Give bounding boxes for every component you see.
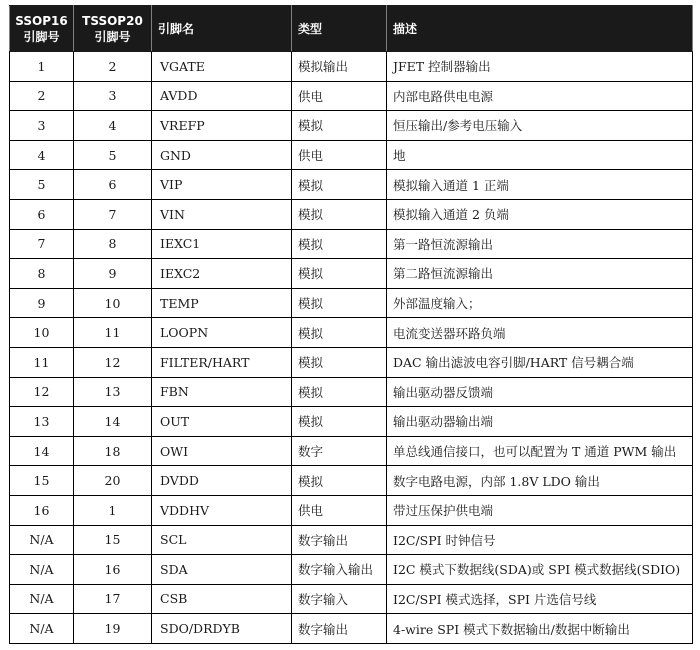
- cell-pin-name: OWI: [152, 436, 292, 466]
- cell-pin-name: VDDHV: [152, 495, 292, 525]
- cell-pin-description: DAC 输出滤波电容引脚/HART 信号耦合端: [387, 347, 693, 377]
- cell-pin-name: TEMP: [152, 288, 292, 318]
- cell-pin-description: 第一路恒流源输出: [387, 229, 693, 259]
- cell-ssop16-pin: 6: [10, 199, 74, 229]
- cell-pin-description: 电流变送器环路负端: [387, 318, 693, 348]
- cell-pin-name: OUT: [152, 407, 292, 437]
- table-row: [10, 525, 693, 555]
- cell-tssop20-pin: 18: [74, 436, 152, 466]
- cell-pin-description: 输出驱动器输出端: [387, 407, 693, 437]
- table-row: [10, 318, 693, 348]
- header-type: 类型: [292, 6, 387, 52]
- cell-pin-description: 输出驱动器反馈端: [387, 377, 693, 407]
- header-tssop20-line2: 引脚号: [94, 29, 131, 44]
- cell-pin-description: 恒压输出/参考电压输入: [387, 111, 693, 141]
- cell-tssop20-pin: 19: [74, 614, 152, 644]
- cell-ssop16-pin: 3: [10, 111, 74, 141]
- cell-pin-type: 数字输出: [292, 525, 387, 555]
- cell-ssop16-pin: 14: [10, 436, 74, 466]
- cell-pin-type: 模拟: [292, 199, 387, 229]
- header-tssop20-line1: TSSOP20: [82, 13, 143, 28]
- cell-ssop16-pin: N/A: [10, 584, 74, 614]
- cell-pin-type: 数字输入: [292, 584, 387, 614]
- table-row: [10, 229, 693, 259]
- cell-tssop20-pin: 16: [74, 555, 152, 585]
- cell-ssop16-pin: N/A: [10, 525, 74, 555]
- cell-pin-description: 单总线通信接口，也可以配置为 T 通道 PWM 输出: [387, 436, 693, 466]
- cell-pin-name: SDA: [152, 555, 292, 585]
- table-row: [10, 259, 693, 289]
- cell-tssop20-pin: 9: [74, 259, 152, 289]
- cell-pin-description: I2C/SPI 时钟信号: [387, 525, 693, 555]
- table-row: [10, 584, 693, 614]
- cell-pin-description: 第二路恒流源输出: [387, 259, 693, 289]
- header-ssop16-line1: SSOP16: [15, 13, 68, 28]
- table-row: [10, 199, 693, 229]
- header-description: 描述: [387, 6, 693, 52]
- cell-pin-type: 供电: [292, 140, 387, 170]
- cell-tssop20-pin: 17: [74, 584, 152, 614]
- cell-ssop16-pin: 5: [10, 170, 74, 200]
- cell-ssop16-pin: 16: [10, 495, 74, 525]
- cell-tssop20-pin: 12: [74, 347, 152, 377]
- cell-pin-name: VREFP: [152, 111, 292, 141]
- cell-pin-name: AVDD: [152, 81, 292, 111]
- cell-tssop20-pin: 2: [74, 52, 152, 82]
- cell-pin-name: VGATE: [152, 52, 292, 82]
- cell-pin-description: 模拟输入通道 1 正端: [387, 170, 693, 200]
- cell-pin-description: 地: [387, 140, 693, 170]
- cell-pin-name: LOOPN: [152, 318, 292, 348]
- cell-ssop16-pin: 7: [10, 229, 74, 259]
- cell-ssop16-pin: N/A: [10, 555, 74, 585]
- header-ssop16-line2: 引脚号: [23, 29, 60, 44]
- pin-table: [9, 5, 693, 644]
- cell-pin-name: SDO/DRDYB: [152, 614, 292, 644]
- cell-pin-type: 模拟输出: [292, 52, 387, 82]
- cell-ssop16-pin: 1: [10, 52, 74, 82]
- cell-tssop20-pin: 14: [74, 407, 152, 437]
- table-row: [10, 81, 693, 111]
- cell-pin-description: 内部电路供电电源: [387, 81, 693, 111]
- header-tssop20: [74, 6, 152, 52]
- cell-pin-type: 数字输出: [292, 614, 387, 644]
- cell-tssop20-pin: 8: [74, 229, 152, 259]
- cell-pin-type: 数字输入输出: [292, 555, 387, 585]
- table-row: [10, 614, 693, 644]
- table-row: [10, 436, 693, 466]
- cell-pin-name: VIN: [152, 199, 292, 229]
- pin-table-container: [9, 5, 692, 644]
- header-ssop16: [10, 6, 74, 52]
- cell-pin-name: IEXC2: [152, 259, 292, 289]
- cell-pin-type: 供电: [292, 81, 387, 111]
- table-row: [10, 347, 693, 377]
- cell-tssop20-pin: 7: [74, 199, 152, 229]
- cell-pin-type: 模拟: [292, 229, 387, 259]
- cell-pin-name: FBN: [152, 377, 292, 407]
- cell-pin-name: VIP: [152, 170, 292, 200]
- header-row: [10, 6, 693, 52]
- cell-pin-description: JFET 控制器输出: [387, 52, 693, 82]
- table-row: [10, 111, 693, 141]
- cell-ssop16-pin: 4: [10, 140, 74, 170]
- cell-ssop16-pin: 10: [10, 318, 74, 348]
- cell-pin-type: 数字: [292, 436, 387, 466]
- cell-pin-name: SCL: [152, 525, 292, 555]
- cell-pin-type: 模拟: [292, 111, 387, 141]
- table-row: [10, 555, 693, 585]
- cell-pin-description: 模拟输入通道 2 负端: [387, 199, 693, 229]
- cell-ssop16-pin: 11: [10, 347, 74, 377]
- cell-pin-type: 模拟: [292, 466, 387, 496]
- cell-tssop20-pin: 13: [74, 377, 152, 407]
- cell-tssop20-pin: 11: [74, 318, 152, 348]
- cell-pin-type: 模拟: [292, 347, 387, 377]
- pin-table-header: [10, 6, 693, 52]
- table-row: [10, 495, 693, 525]
- cell-pin-name: GND: [152, 140, 292, 170]
- cell-tssop20-pin: 1: [74, 495, 152, 525]
- cell-pin-description: 数字电路电源，内部 1.8V LDO 输出: [387, 466, 693, 496]
- cell-pin-type: 模拟: [292, 288, 387, 318]
- cell-ssop16-pin: 12: [10, 377, 74, 407]
- cell-pin-description: 4-wire SPI 模式下数据输出/数据中断输出: [387, 614, 693, 644]
- cell-tssop20-pin: 10: [74, 288, 152, 318]
- cell-tssop20-pin: 3: [74, 81, 152, 111]
- cell-tssop20-pin: 6: [74, 170, 152, 200]
- table-row: [10, 288, 693, 318]
- cell-pin-name: DVDD: [152, 466, 292, 496]
- cell-pin-type: 模拟: [292, 377, 387, 407]
- pin-table-body: [10, 52, 693, 644]
- cell-pin-name: FILTER/HART: [152, 347, 292, 377]
- cell-ssop16-pin: 13: [10, 407, 74, 437]
- cell-ssop16-pin: N/A: [10, 614, 74, 644]
- cell-tssop20-pin: 15: [74, 525, 152, 555]
- cell-ssop16-pin: 8: [10, 259, 74, 289]
- cell-ssop16-pin: 15: [10, 466, 74, 496]
- cell-pin-name: IEXC1: [152, 229, 292, 259]
- header-pin-name: 引脚名: [152, 6, 292, 52]
- cell-ssop16-pin: 2: [10, 81, 74, 111]
- table-row: [10, 466, 693, 496]
- cell-tssop20-pin: 20: [74, 466, 152, 496]
- cell-ssop16-pin: 9: [10, 288, 74, 318]
- table-row: [10, 140, 693, 170]
- cell-pin-type: 供电: [292, 495, 387, 525]
- cell-pin-type: 模拟: [292, 407, 387, 437]
- table-row: [10, 377, 693, 407]
- cell-tssop20-pin: 4: [74, 111, 152, 141]
- cell-pin-type: 模拟: [292, 170, 387, 200]
- cell-pin-type: 模拟: [292, 318, 387, 348]
- table-row: [10, 52, 693, 82]
- cell-pin-name: CSB: [152, 584, 292, 614]
- cell-pin-description: 带过压保护供电端: [387, 495, 693, 525]
- cell-pin-description: I2C 模式下数据线(SDA)或 SPI 模式数据线(SDIO): [387, 555, 693, 585]
- table-row: [10, 170, 693, 200]
- cell-pin-description: I2C/SPI 模式选择，SPI 片选信号线: [387, 584, 693, 614]
- table-row: [10, 407, 693, 437]
- cell-pin-description: 外部温度输入；: [387, 288, 693, 318]
- cell-tssop20-pin: 5: [74, 140, 152, 170]
- cell-pin-type: 模拟: [292, 259, 387, 289]
